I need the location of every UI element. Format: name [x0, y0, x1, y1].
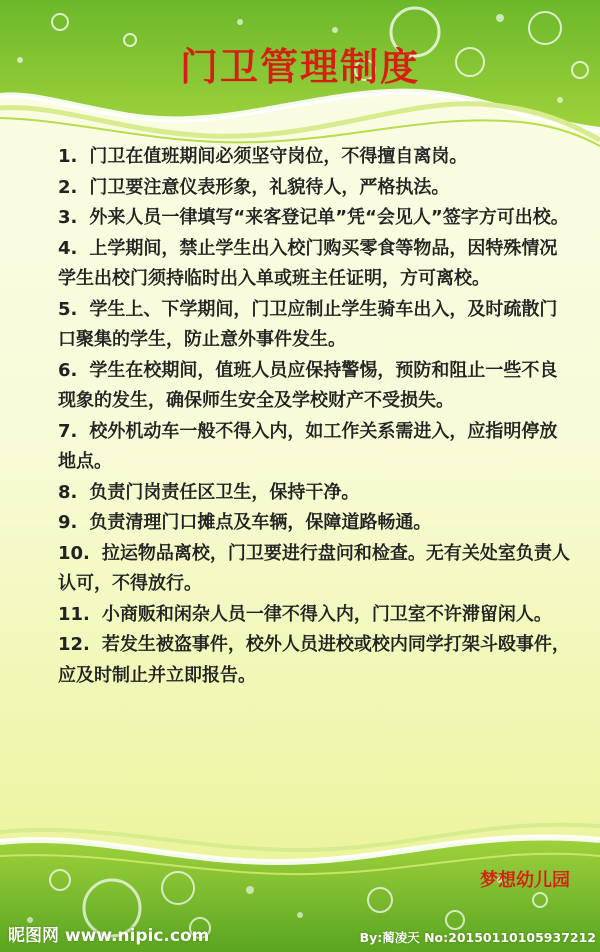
rule-item [58, 630, 570, 691]
rule-item [58, 600, 570, 631]
rule-number: 1. [58, 146, 78, 167]
rule-item [58, 203, 570, 234]
rule-text: 门卫在值班期间必须坚守岗位，不得擅自离岗。 [89, 146, 468, 167]
rule-item [58, 234, 570, 295]
rule-item [58, 142, 570, 173]
rule-text: 门卫要注意仪表形象，礼貌待人，严格执法。 [89, 176, 450, 198]
rule-text: 学生上、下学期间，门卫应制止学生骑车出入，及时疏散门口聚集的学生，防止意外事件发生。 [58, 298, 558, 350]
rule-number: 11. [58, 603, 90, 625]
rule-item [58, 539, 570, 600]
rule-text: 上学期间，禁止学生出入校门购买零食等物品，因特殊情况学生出校门须持临时出入单或班主任证明，方可离校。 [58, 237, 558, 289]
rule-number: 12. [58, 634, 90, 655]
rules-list [58, 142, 570, 691]
rule-text: 负责门岗责任区卫生，保持干净。 [89, 481, 360, 503]
rule-text: 外来人员一律填写“来客登记单”凭“会见人”签字方可出校。 [89, 207, 569, 228]
rule-item [58, 417, 570, 478]
rule-item [58, 173, 570, 204]
rule-number: 4. [58, 237, 78, 259]
rule-text: 学生在校期间，值班人员应保持警惕，预防和阻止一些不良现象的发生，确保师生安全及学校财产不受损失。 [58, 359, 558, 411]
rule-text: 负责清理门口摊点及车辆，保障道路畅通。 [89, 512, 432, 533]
rule-number: 7. [58, 420, 78, 442]
rule-item [58, 508, 570, 539]
rule-number: 2. [58, 176, 78, 198]
rule-number: 10. [58, 542, 90, 564]
rule-number: 8. [58, 481, 78, 503]
rule-item [58, 295, 570, 356]
rule-number: 9. [58, 512, 78, 533]
rule-text: 若发生被盗事件，校外人员进校或校内同学打架斗殴事件，应及时制止并立即报告。 [58, 634, 570, 686]
watermark-site: 昵图网 www.nipic.com [8, 926, 210, 946]
watermark-author: By:蔺凌天 No:20150110105937212 [359, 930, 596, 945]
rule-number: 5. [58, 298, 78, 320]
school-name: 梦想幼儿园 [480, 870, 570, 891]
rule-text: 小商贩和闲杂人员一律不得入内，门卫室不许滞留闲人。 [101, 603, 552, 625]
rule-item [58, 356, 570, 417]
rule-number: 6. [58, 359, 78, 381]
rule-text: 校外机动车一般不得入内，如工作关系需进入，应指明停放地点。 [58, 420, 558, 472]
page-title: 门卫管理制度 [179, 44, 420, 89]
rule-item [58, 478, 570, 509]
rule-number: 3. [58, 207, 78, 228]
rule-text: 拉运物品离校，门卫要进行盘问和检查。无有关处室负责人认可，不得放行。 [58, 542, 570, 594]
